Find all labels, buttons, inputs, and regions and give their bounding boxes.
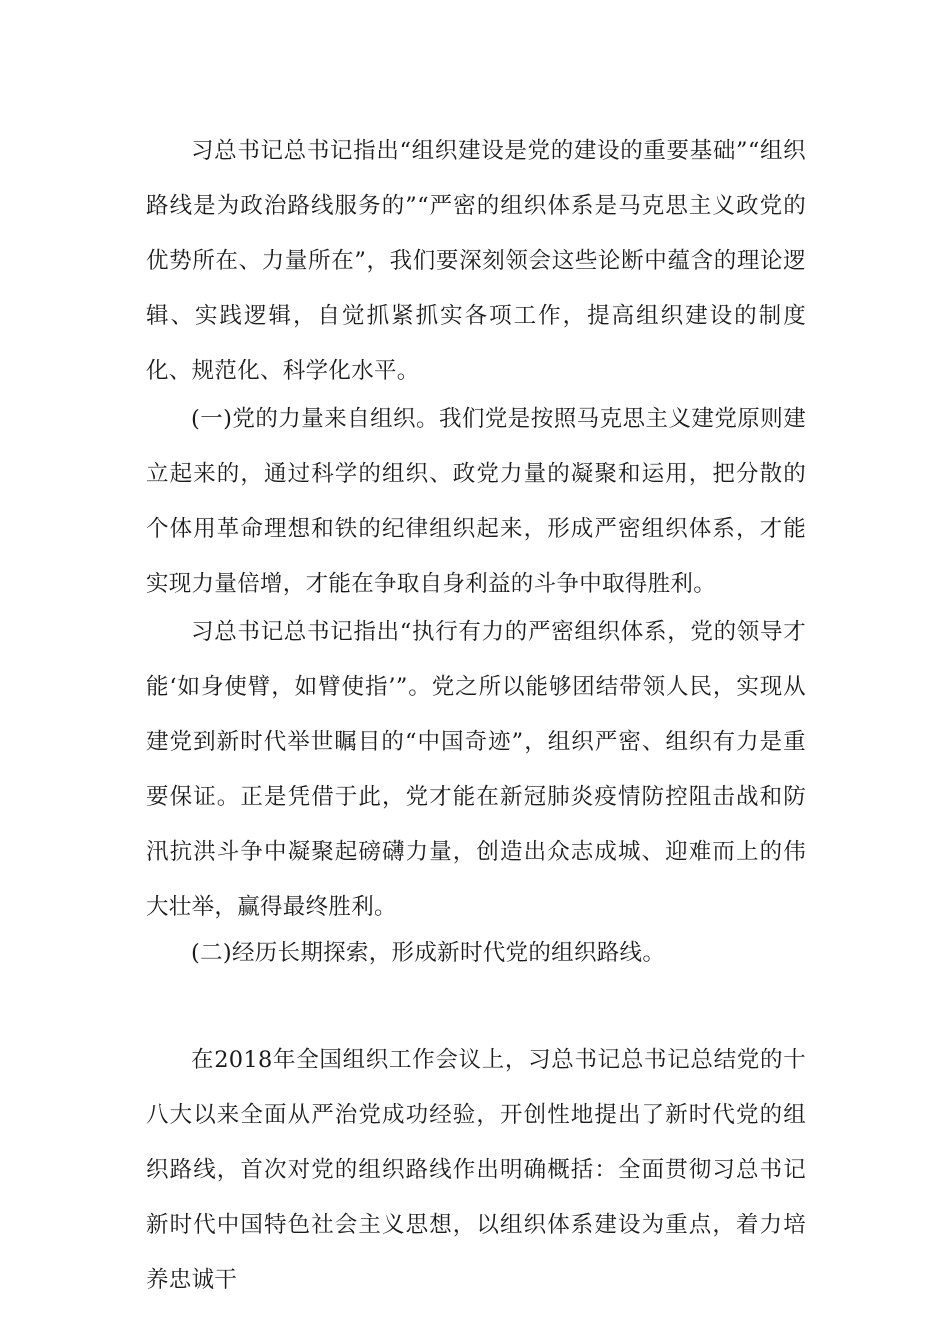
paragraph-2018-conference: 在2018年全国组织工作会议上，习总书记总书记总结党的十八大以来全面从严治党成功经验，开创性地提出了新时代党的组织路线，首次对党的组织路线作出明确概括：全面贯彻习总书记新时代中国特色社会主义思想，以组织体系建设为重点，着力培养忠诚干 [146,1047,806,1293]
paragraph-section-two-heading: (二)经历长期探索，形成新时代党的组织路线。 [191,940,666,966]
paragraph-section-one: (一)党的力量来自组织。我们党是按照马克思主义建党原则建立起来的，通过科学的组织、政党力量的凝聚和运用，把分散的个体用革命理想和铁的纪律组织起来，形成严密组织体系，才能实现力量倍增，才能在争取自身利益的斗争中取得胜利。 [146,406,806,597]
paragraph-strict-org-system: 习总书记总书记指出“执行有力的严密组织体系，党的领导才能‘如身使臂，如臂使指’”。党之所以能够团结带领人民，实现从建党到新时代举世瞩目的“中国奇迹”，组织严密、组织有力是重要保证。正是凭借于此，党才能在新冠肺炎疫情防控阻击战和防汛抗洪斗争中凝聚起磅礴力量，创造出众志成城、迎难而上的伟大壮举，赢得最终胜利。 [146,619,806,920]
paragraph-org-building-importance: 习总书记总书记指出“组织建设是党的建设的重要基础”“组织路线是为政治路线服务的”“严密的组织体系是马克思主义政党的优势所在、力量所在”，我们要深刻领会这些论断中蕴含的理论逻辑、实践逻辑，自觉抓紧抓实各项工作，提高组织建设的制度化、规范化、科学化水平。 [146,138,806,384]
